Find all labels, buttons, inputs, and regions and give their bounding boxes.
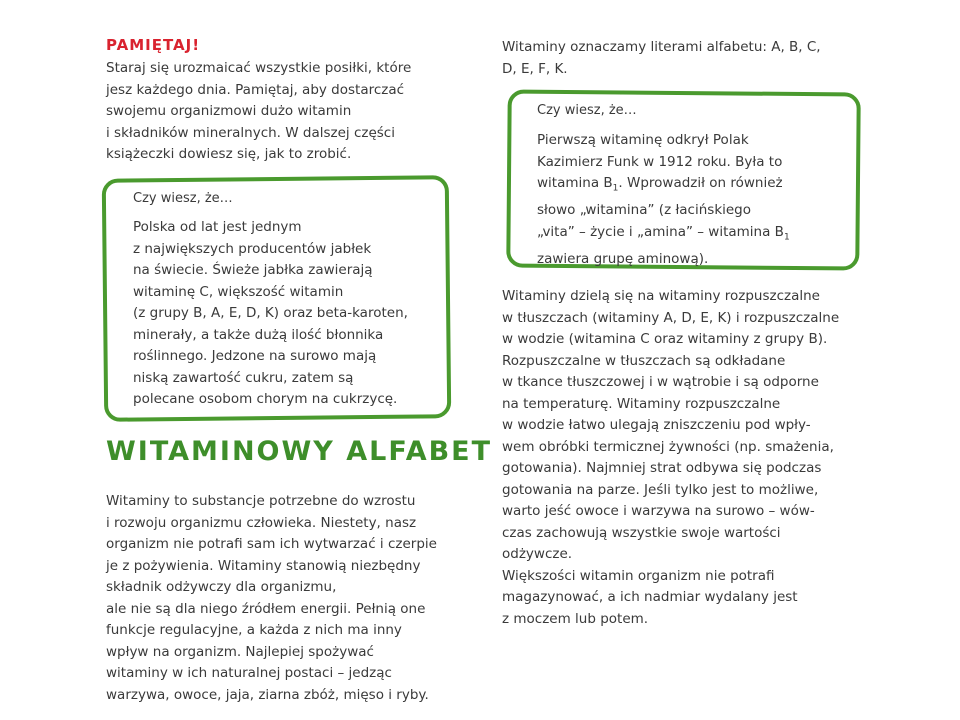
- box-right-title: Czy wiesz, że…: [537, 103, 637, 118]
- box-right-line: Kazimierz Funk w 1912 roku. Była to: [537, 153, 783, 170]
- box-right-line: [537, 173, 847, 200]
- box-right-text: [537, 130, 847, 270]
- remember-text: Staraj się urozmaicać wszystkie posiłki, które jesz każdego dnia. Pamiętaj, aby dostarczać swojemu organizmowi dużo witamin i składników mineralnych. W dalszej części książeczki dowiesz się, jak to zrobić.: [106, 60, 412, 162]
- box-right-line: [537, 222, 847, 249]
- remember-heading: PAMIĘTAJ!: [106, 36, 201, 54]
- box-left-title: Czy wiesz, że…: [133, 191, 233, 206]
- section-text: Witaminy to substancje potrzebne do wzrostu i rozwoju organizmu człowieka. Niestety, nasz organizm nie potrafi sam ich wytwarzać i czerpie je z pożywienia. Witaminy stanowią niezbędny składnik odżywczy dla organizmu, ale nie są dla niego źródłem energii. Pełnią one funkcje regulacyjne, a każda z nich ma inny wpływ na organizm. Najlepiej spożywać witaminy w ich naturalnej postaci – jedząc warzywa, owoce, jaja, ziarna zbóż, mięso i ryby.: [106, 493, 437, 703]
- box-right-line: słowo „witamina” (z łacińskiego: [537, 202, 752, 219]
- subscript: 1: [612, 183, 619, 194]
- box-right-line: zawiera grupę aminową).: [537, 250, 709, 267]
- subscript: 1: [783, 232, 790, 243]
- box-right-line-rest: . Wprowadził on również: [618, 175, 783, 191]
- right-intro-text: Witaminy oznaczamy literami alfabetu: A, B, C, D, E, F, K.: [502, 39, 821, 77]
- box-right-line: Pierwszą witaminę odkrył Polak: [537, 132, 749, 148]
- right-main-text: Witaminy dzielą się na witaminy rozpuszczalne w tłuszczach (witaminy A, D, E, K) i rozpuszczalne w wodzie (witamina C oraz witaminy z grupy B). Rozpuszczalne w tłuszczach są odkładane w tkance tłuszczowej i w wątrobie i są odporne na temperaturę. Witaminy rozpuszczalne w wodzie łatwo ulegają zniszczeniu pod wpły- wem obróbki termicznej żywności (np. smażenia, gotowania). Najmniej strat odbywa się podczas gotowania na parze. Jeśli tylko jest to możliwe, warto jeść owoce i warzywa na surowo – wów- czas zachowują wszystkie swoje wartości odżywcze. Większości witamin organizm nie potrafi magazynować, a ich nadmiar wydalany jest z moczem lub potem.: [502, 288, 840, 627]
- section-title: WITAMINOWY ALFABET: [106, 436, 493, 467]
- vitamin-label: „vita” – życie i „amina” – witamina B: [537, 223, 784, 240]
- box-left-text: Polska od lat jest jednym z największych producentów jabłek na świecie. Świeże jabłka zawierają witaminę C, większość witamin (z grupy B, A, E, D, K) oraz beta-karoten, minerały, a także dużą ilość błonnika roślinnego. Jedzone na surowo mają niską zawartość cukru, zatem są polecane osobom chorym na cukrzycę.: [133, 219, 408, 407]
- vitamin-label: witamina B: [537, 175, 613, 191]
